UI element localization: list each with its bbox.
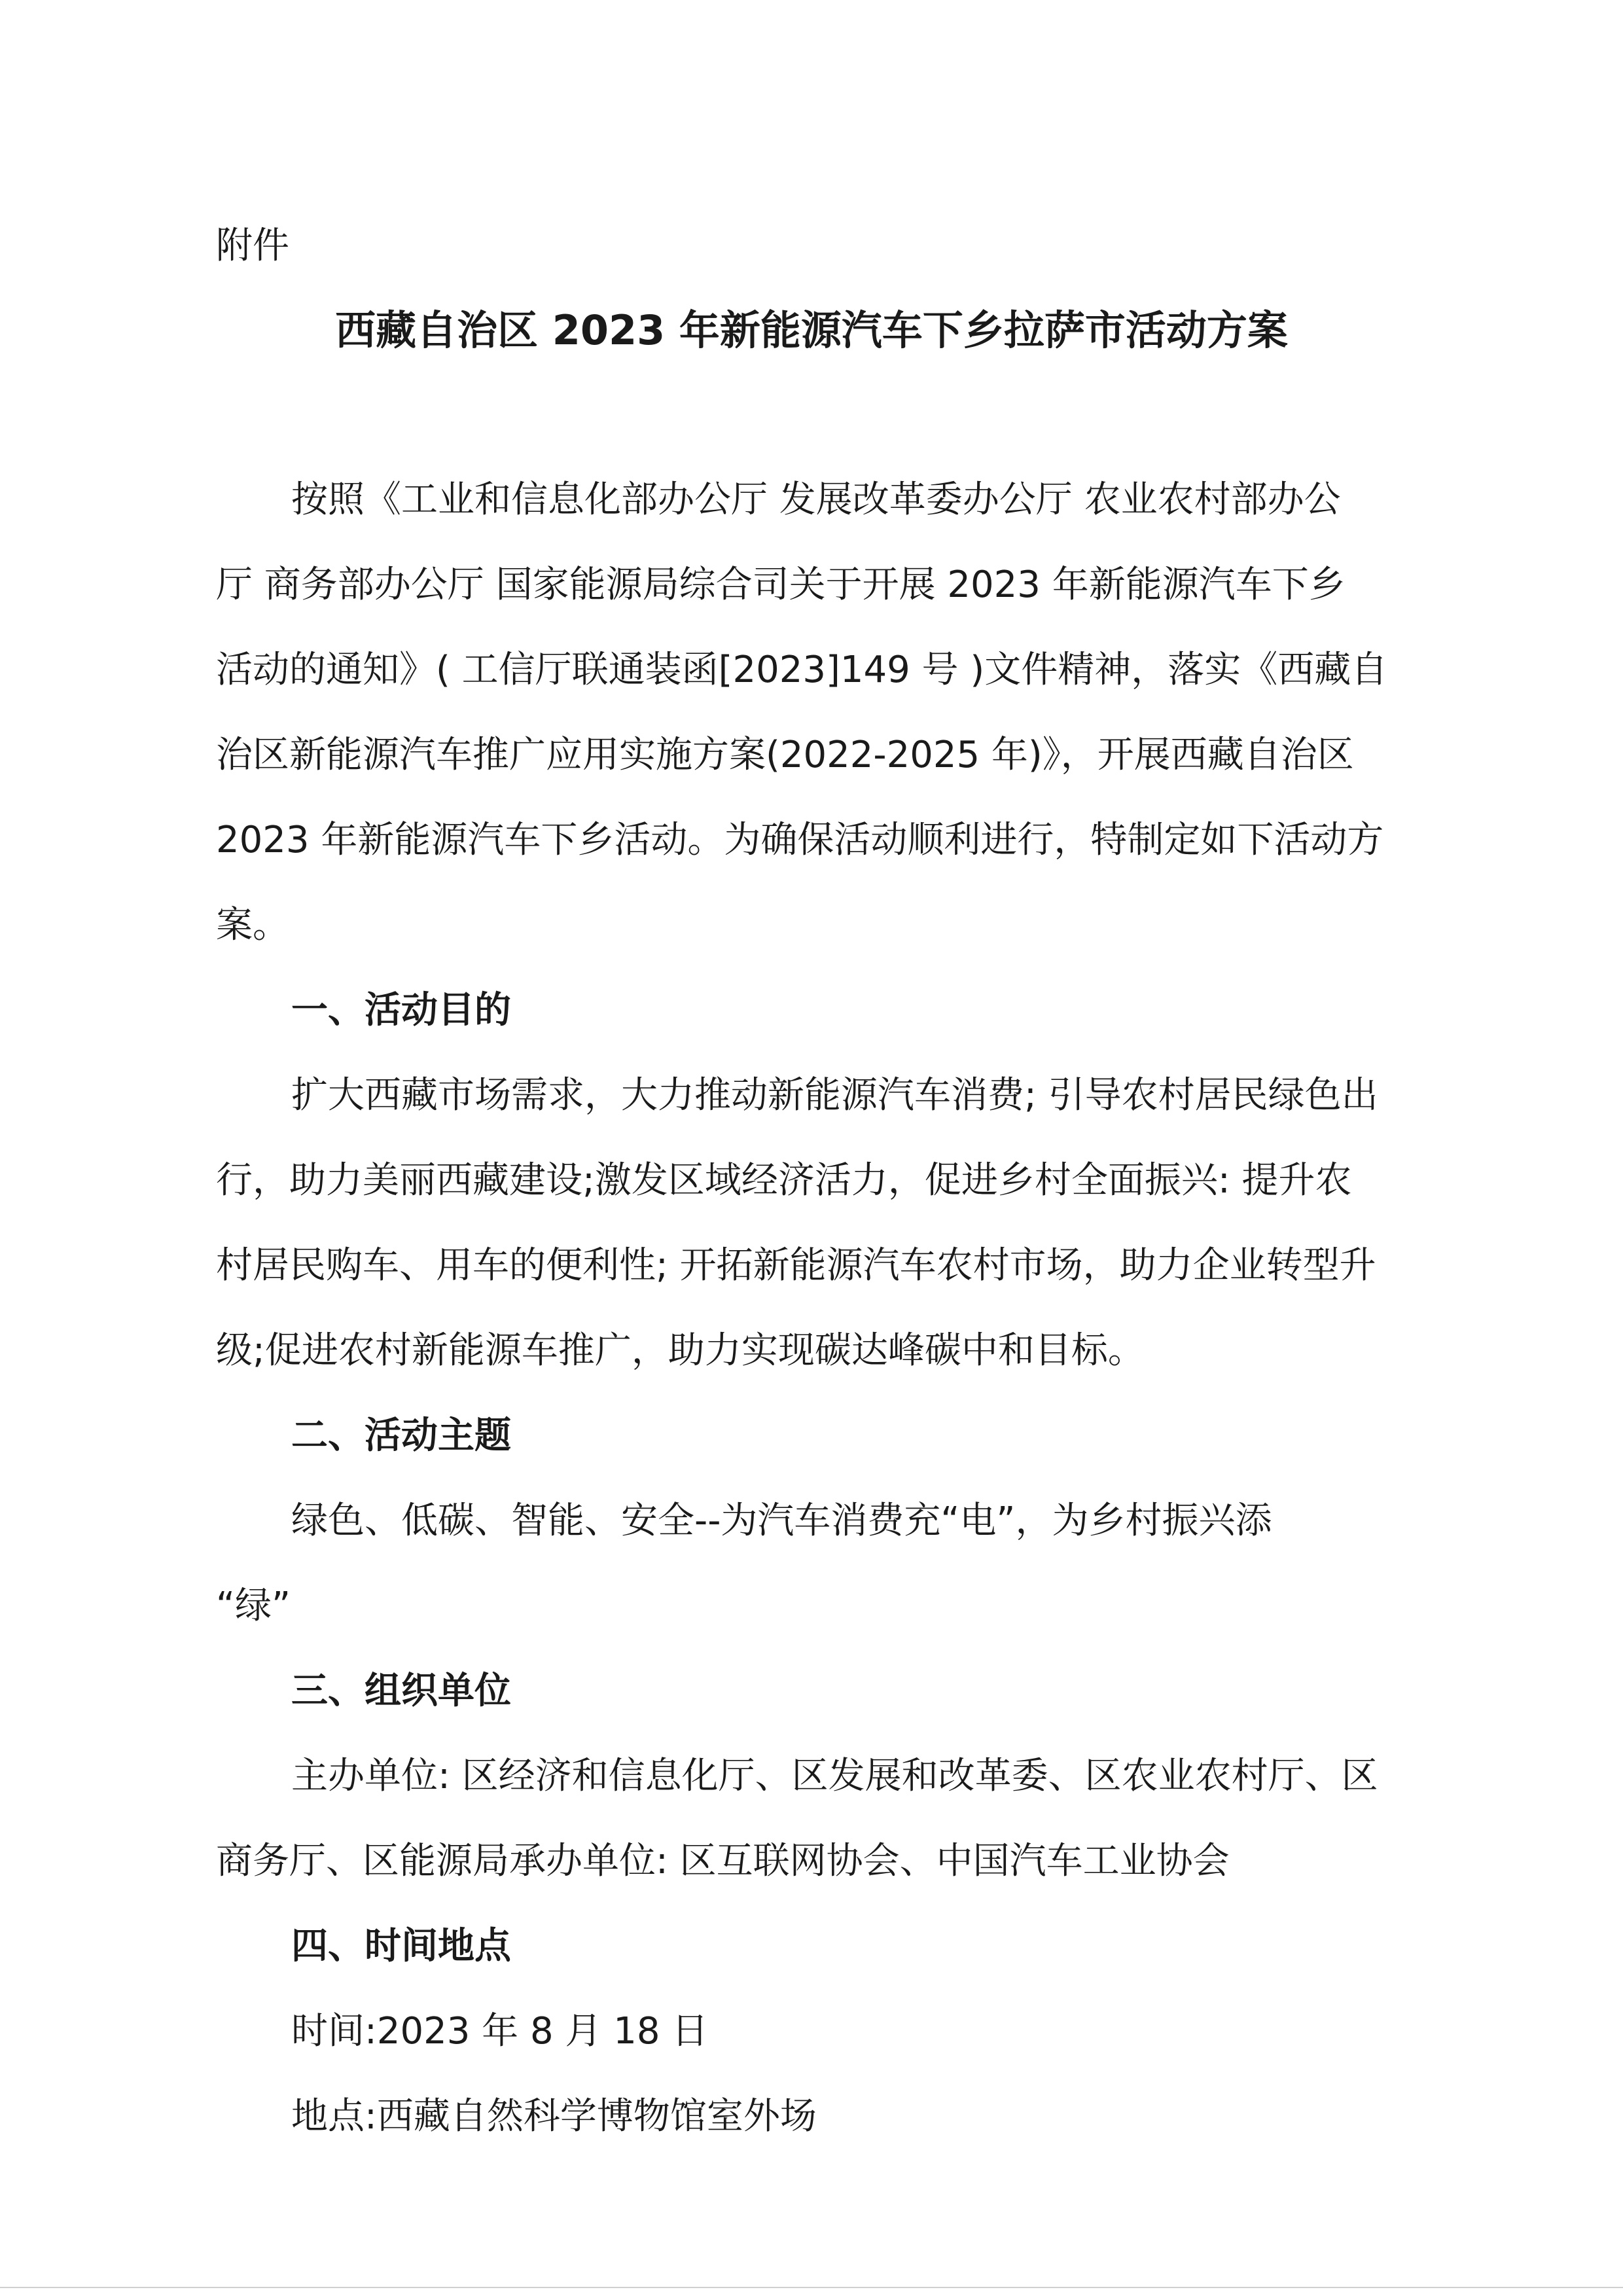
intro-line: 案。	[216, 904, 289, 946]
intro-line: 治区新能源汽车推广应用实施方案(2022-2025 年)》，开展西藏自治区	[216, 734, 1354, 776]
attachment-label: 附件	[216, 224, 289, 267]
intro-line: 活动的通知》( 工信厅联通装函[2023]149 号 )文件精神，落实《西藏自	[216, 649, 1388, 691]
section-heading-organizers: 三、组织单位	[291, 1670, 511, 1712]
section-line: 商务厅、区能源局承办单位: 区互联网协会、中国汽车工业协会	[216, 1840, 1230, 1882]
section-line: 扩大西藏市场需求，大力推动新能源汽车消费; 引导农村居民绿色出	[291, 1074, 1378, 1117]
section-heading-theme: 二、活动主题	[291, 1414, 511, 1457]
section-line: 绿色、低碳、智能、安全--为汽车消费充“电”，为乡村振兴添	[291, 1499, 1272, 1542]
section-line: “绿”	[216, 1585, 291, 1627]
intro-line: 厅 商务部办公厅 国家能源局综合司关于开展 2023 年新能源汽车下乡	[216, 564, 1346, 606]
scan-edge-divider	[0, 2287, 1623, 2288]
section-line: 主办单位: 区经济和信息化厅、区发展和改革委、区农业农村厅、区	[291, 1755, 1378, 1797]
section-line: 级;促进农村新能源车推广，助力实现碳达峰碳中和目标。	[216, 1329, 1145, 1372]
section-line-time: 时间:2023 年 8 月 18 日	[291, 2010, 709, 2053]
section-heading-purpose: 一、活动目的	[291, 989, 511, 1031]
section-heading-time-place: 四、时间地点	[291, 1925, 511, 1967]
intro-line: 2023 年新能源汽车下乡活动。为确保活动顺利进行，特制定如下活动方	[216, 819, 1384, 861]
section-line-place: 地点:西藏自然科学博物馆室外场	[291, 2095, 817, 2138]
section-line: 行，助力美丽西藏建设;激发区域经济活力，促进乡村全面振兴: 提升农	[216, 1159, 1352, 1202]
section-line: 村居民购车、用车的便利性; 开拓新能源汽车农村市场，助力企业转型升	[216, 1244, 1376, 1287]
document-title: 西藏自治区 2023 年新能源汽车下乡拉萨市活动方案	[335, 306, 1288, 354]
intro-line: 按照《工业和信息化部办公厅 发展改革委办公厅 农业农村部办公	[291, 478, 1341, 521]
